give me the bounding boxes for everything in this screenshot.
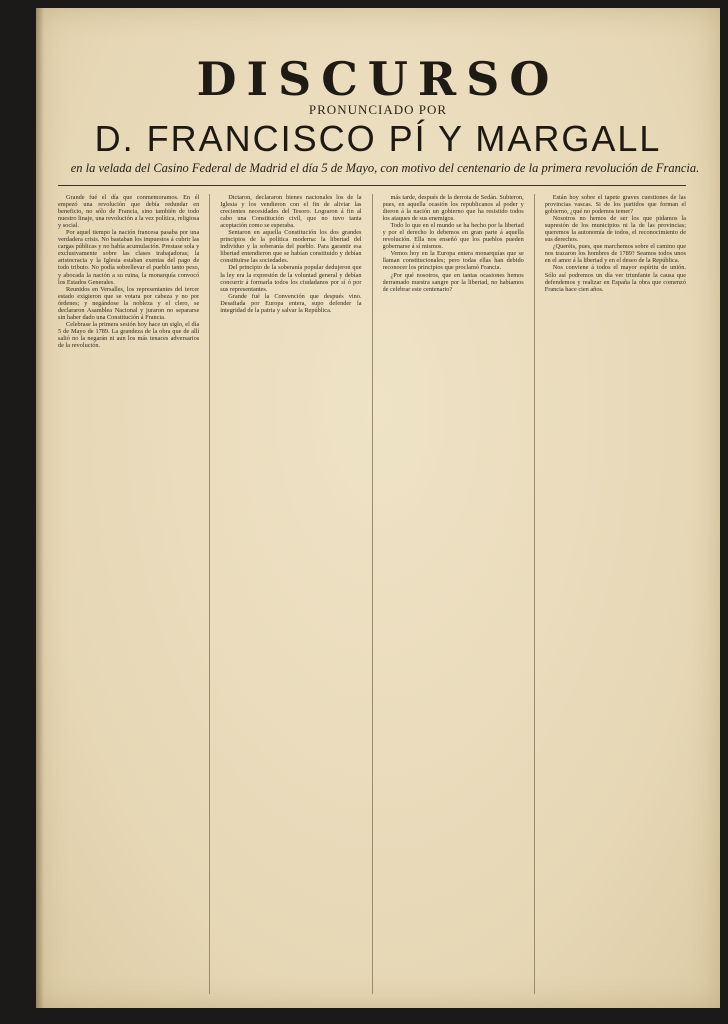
paragraph: Grande fué la Convención que después vino. Desafiada por Europa entera, supo defender la integridad de la patria y salvar la República. bbox=[220, 292, 362, 314]
column-divider bbox=[209, 194, 210, 994]
newspaper-page bbox=[36, 8, 720, 1008]
paragraph: ¿Por qué nosotros, que en tantas ocasiones hemos derramado nuestra sangre por la libertad, no habíamos de celebrar este centenario? bbox=[382, 271, 524, 293]
column-divider bbox=[534, 194, 535, 994]
paragraph: Sentaron en aquella Constitución los dos grandes principios de la política moderna: la libertad del individuo y la soberanía del pueblo. Para garantir esa libertad entendieron que se habían constituido y debían constituirse las sociedades. bbox=[220, 229, 362, 265]
paragraph: Por aquel tiempo la nación francesa pasaba por una verdadera crisis. No bastaban los impuestos á cubrir las cargas públicas y no había acumulación. Prestase sola y exclusivamente sobre las clases trabajadoras; la aristocracia y la Iglesia estaban exentas del pago de todo tributo. No podía sobrellevar el pueblo tanto peso, y abocada la nación a su ruina, la monarquía convocó los Estados Generales. bbox=[58, 229, 200, 286]
text-column-3 bbox=[383, 194, 524, 994]
paragraph: Nosotros no hemos de ser los que pidamos la supresión de los municipios ni la de las provincias; queremos la autonomía de todos, el reconocimiento de sus derechos. bbox=[544, 215, 686, 244]
occasion-line: en la velada del Casino Federal de Madrid el día 5 de Mayo, con motivo del centenario de la primera revolución de Francia. bbox=[70, 161, 700, 175]
paragraph: Celebrase la primera sesión hoy hace un siglo, el día 5 de Mayo de 1789. La grandeza de la obra que de allí salió no la negarán ni aun los más tenaces adversarios de la revolución. bbox=[58, 320, 200, 349]
paragraph: Todo lo que en el mundo se ha hecho por la libertad y por el derecho lo debemos en gran parte á aquella revolución. Ella nos enseñó que los pueblos pueden gobernarse á sí mismos. bbox=[382, 222, 524, 251]
text-column-1 bbox=[58, 194, 199, 994]
paragraph: ¿Queréis, pues, que marchemos sobre el camino que nos trazaron los hombres de 1789? Seamos todos unos en el amor á la libertad y en el deseo de la República. bbox=[544, 243, 686, 265]
paragraph: Están hoy sobre el tapete graves cuestiones de las provincias vascas. Si de los partidos que forman el gobierno, ¿qué no podemos temer? bbox=[544, 194, 686, 216]
subtitle: PRONUNCIADO POR bbox=[308, 102, 448, 117]
text-columns bbox=[58, 194, 686, 994]
text-column-2 bbox=[220, 194, 361, 994]
paragraph: Del principio de la soberanía popular dedujeron que la ley era la expresión de la voluntad general y debían concurrir á formarla todos los ciudadanos por sí ó por sus representantes. bbox=[220, 264, 362, 293]
paragraph: Nos conviene á todos el mayor espíritu de unión. Sólo así podremos un día ver triunfante la causa que defendemos y realizar en España la obra que comenzó Francia hace cien años. bbox=[544, 264, 686, 293]
header-rule bbox=[58, 185, 686, 186]
page-title: DISCURSO bbox=[196, 52, 560, 106]
paragraph: Reunidos en Versalles, los representantes del tercer estado exigieron que se votara por cabeza y no por órdenes; y negándose la nobleza y el clero, se declararon Asamblea Nacional y juraron no separarse sin haber dado una Constitución á Francia. bbox=[58, 285, 200, 321]
column-divider bbox=[372, 194, 373, 994]
author-name: D. FRANCISCO PÍ Y MARGALL bbox=[94, 118, 662, 159]
paragraph: Dictaron, declararon bienes nacionales los de la Iglesia y los vendieron con el fin de aliviar las crecientes necesidades del Tesoro. Lograron á fin al cabo una Constitución civil, que no tuvo tanta aceptación como se esperaba. bbox=[220, 194, 362, 230]
paragraph: más tarde, después de la derrota de Sedán. Subieron, pues, en aquella ocasión los republicanos al poder y dieron á la nación un gobierno que ha resistido todos los ataques de sus enemigos. bbox=[382, 194, 524, 223]
text-column-4 bbox=[545, 194, 686, 994]
paragraph: Vemos hoy en la Europa entera monarquías que se llaman constitucionales; pero todas ellas han debido reconocer los principios que proclamó Francia. bbox=[382, 250, 524, 272]
paragraph: Grande fué el día que conmemoramos. En él empezó una revolución que debía redundar en beneficio, no sólo de Francia, sino también de todo nuestro linaje, una revolución a la vez política, religiosa y social. bbox=[58, 194, 200, 230]
